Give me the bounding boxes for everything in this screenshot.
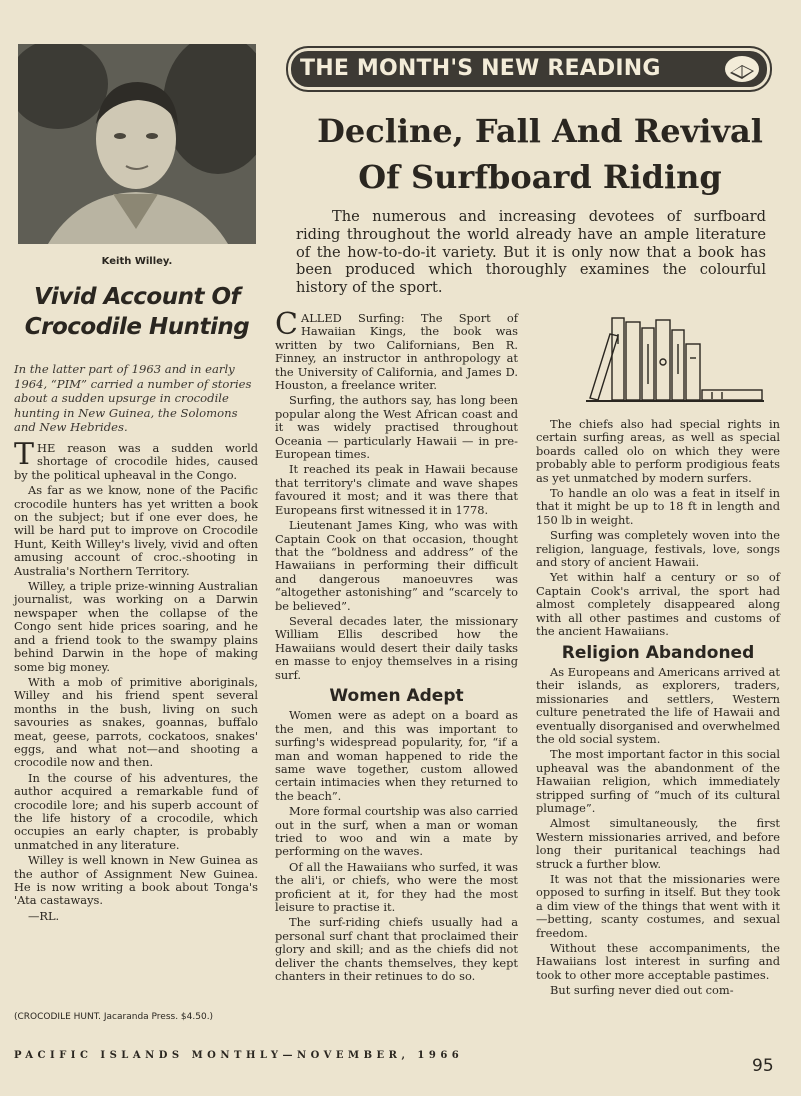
paragraph: Women were as adept on a board as the men, and this was important to surfing's widespread popularity, for, “if a man and woman happened to ride the same wave together, custom allowed certain intimacies when they returned to the beach”. xyxy=(275,708,518,803)
paragraph: But surfing never died out com- xyxy=(550,983,734,998)
paragraph: THE reason was a sudden world shortage of crocodile hides, caused by the political upheaval in the Congo. xyxy=(14,437,258,482)
paragraph: Willey is well known in New Guinea as the author of Assignment New Guinea. He is now writing a book about Tonga's 'Ata castaways. xyxy=(14,853,258,908)
paragraph: The surf-riding chiefs usually had a personal surf chant that proclaimed their glory and skill; and as the chiefs did not deliver the chants themselves, they kept chanters in their retinues to do so. xyxy=(275,915,518,984)
paragraph: Yet within half a century or so of Captain Cook's arrival, the sport had almost completely disappeared along with all other pastimes and customs of the ancient Hawaiians. xyxy=(536,570,780,639)
book-icon xyxy=(724,55,760,83)
paragraph: As Europeans and Americans arrived at their islands, as explorers, traders, missionaries and settlers, Western culture penetrated the life of Hawaii and eventually disorganised and overwhelmed the old social system. xyxy=(536,664,780,746)
paragraph: It reached its peak in Hawaii because that territory's climate and wave shapes favoured it most; and it was there that Europeans first witnessed it in 1778. xyxy=(275,462,518,517)
left-title-line1: Vivid Account Of xyxy=(33,284,241,310)
paragraph: Lieutenant James King, who was with Captain Cook on that occasion, thought that the “boldness and address” of the Hawaiians in performing their difficult and dangerous manoeuvres was “altogether astonishing” and “scarcely to be believed”. xyxy=(275,518,518,613)
left-title-line2: Crocodile Hunting xyxy=(24,314,250,340)
section-banner xyxy=(288,48,770,90)
main-article-column-2 xyxy=(536,418,780,1000)
paragraph: More formal courtship was also carried out in the surf, when a man or woman tried to woo and win a mate by performing on the waves. xyxy=(275,804,518,859)
main-title-line2: Of Surfboard Riding xyxy=(358,158,722,196)
left-article-intro: In the latter part of 1963 and in early 1964, “PIM” carried a number of stories about a sudden upsurge in crocodile hunting in New Guinea, the Solomons and New Hebrides. xyxy=(14,362,252,435)
paragraph: Almost simultaneously, the first Western missionaries arrived, and before long their puritanical teachings had struck a further blow. xyxy=(536,816,780,871)
paragraph: In the course of his adventures, the author acquired a remarkable fund of crocodile lore; and his superb account of the life history of a crocodile, which occupies an early chapter, is probably unmatched in any literature. xyxy=(14,770,258,852)
paragraph: Surfing was completely woven into the religion, language, festivals, love, songs and story of ancient Hawaii. xyxy=(536,528,780,570)
paragraph: It was not that the missionaries were opposed to surfing in itself. But they took a dim view of the things that went with it—betting, scanty costumes, and sexual freedom. xyxy=(536,872,780,940)
paragraph: As far as we know, none of the Pacific crocodile hunters has yet written a book on the subject; but if one ever does, he will be hard put to improve on Crocodile Hunt, Keith Willey's lively, vivid and often amusing account of croc.-shooting in Australia's Northern Territory. xyxy=(14,483,258,578)
left-article-title xyxy=(18,282,256,342)
paragraph: Of all the Hawaiians who surfed, it was the ali'i, or chiefs, who were the most proficient at it, for they had the most leisure to practise it. xyxy=(275,859,518,915)
paragraph: CALLED Surfing: The Sport of Hawaiian Kings, the book was written by two Californians, Ben R. Finney, an instructor in anthropology at the University of California, and James D. Houston, a freelance writer. xyxy=(275,307,518,393)
page-number: 95 xyxy=(752,1056,774,1076)
author-photo xyxy=(18,44,256,244)
signoff: —RL. xyxy=(28,908,60,923)
book-footnote: (CROCODILE HUNT. Jacaranda Press. $4.50.) xyxy=(14,1012,214,1022)
main-article-column-1 xyxy=(275,307,518,986)
books-illustration xyxy=(582,314,766,404)
paragraph: With a mob of primitive aboriginals, Willey and his friend spent several months in the bush, living on such savouries as snakes, goannas, buffalo meat, geese, parrots, cockatoos, snakes' eggs, and what not—and shooting a crocodile now and then. xyxy=(14,674,258,770)
paragraph: Several decades later, the missionary William Ellis described how the Hawaiians would desert their daily tasks en masse to enjoy themselves in a rising surf. xyxy=(275,613,518,682)
drop-cap: C xyxy=(275,307,298,342)
paragraph: To handle an olo was a feat in itself in that it might be up to 18 ft in length and 150 lb in weight. xyxy=(536,486,780,527)
paragraph: Surfing, the authors say, has long been popular along the West African coast and it was widely practised throughout Oceania — particularly Hawaii — in pre-European times. xyxy=(275,393,518,462)
left-article-body xyxy=(14,437,258,925)
photo-caption: Keith Willey. xyxy=(101,256,173,267)
subhead-religion-abandoned: Religion Abandoned xyxy=(561,642,755,663)
banner-label: THE MONTH'S NEW READING xyxy=(300,56,661,81)
main-title-line1: Decline, Fall And Revival xyxy=(317,112,763,150)
paragraph: Without these accompaniments, the Hawaiians lost interest in surfing and took to other more acceptable pastimes. xyxy=(536,941,780,982)
paragraph: The chiefs also had special rights in certain surfing areas, as well as special boards called olo on which they were probably able to perform prodigious feats as yet unmatched by modern surfers. xyxy=(536,417,780,485)
drop-cap: T xyxy=(14,437,35,472)
subhead-women-adept: Women Adept xyxy=(329,685,464,706)
paragraph: Willey, a triple prize-winning Australian journalist, was working on a Darwin newspaper when the collapse of the Congo sent hide prices soaring, and he and a friend took to the swampy plains behind Darwin in the hope of making some big money. xyxy=(14,579,258,674)
paragraph: The most important factor in this social upheaval was the abandonment of the Hawaiian religion, which immediately stripped surfing of “much of its cultural plumage”. xyxy=(536,747,780,815)
main-article-deck: The numerous and increasing devotees of surfboard riding throughout the world already have an ample literature of the how-to-do-it variety. But it is only now that a book has been produced which thoroughly examines the colourful history of the sport. xyxy=(296,208,766,297)
magazine-footer: PACIFIC ISLANDS MONTHLY—NOVEMBER, 1966 xyxy=(14,1050,464,1061)
main-article-title xyxy=(290,108,790,200)
